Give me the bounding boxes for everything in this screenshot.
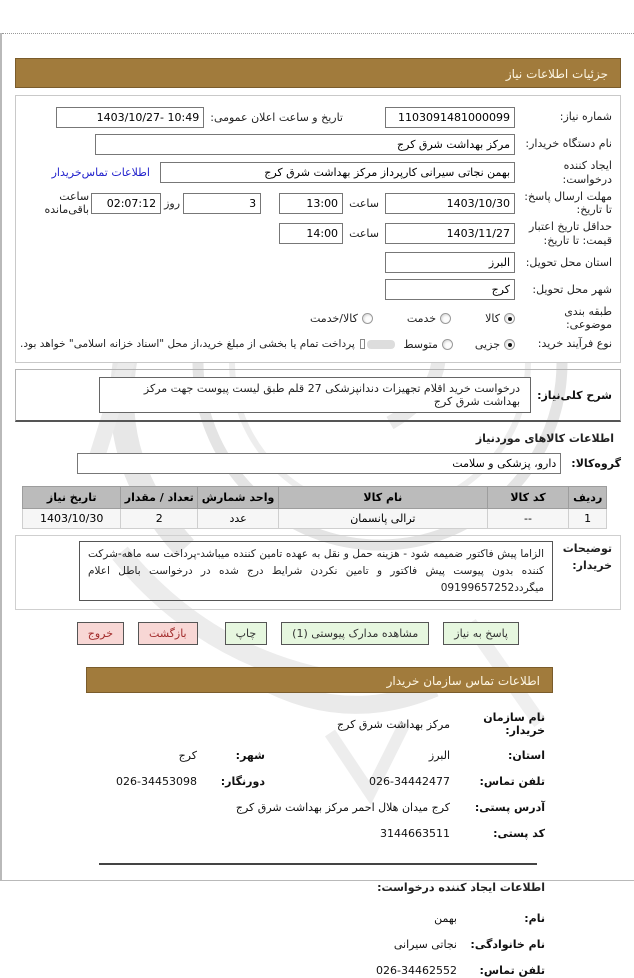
buyer-org-row	[20, 132, 612, 156]
deadline-time-input[interactable]	[279, 193, 343, 214]
cell-unit: عدد	[198, 509, 279, 529]
radio-medium-label: متوسط	[403, 337, 438, 351]
cell-quantity: 2	[121, 509, 198, 529]
exit-button[interactable]: خروج	[77, 622, 124, 645]
response-deadline-row	[20, 190, 612, 218]
goods-table-header-row	[23, 487, 607, 509]
buyer-notes-section	[15, 535, 621, 610]
org-address-row	[2, 799, 545, 815]
creator-info-block	[2, 910, 545, 978]
days-label: روز	[164, 196, 181, 210]
org-address-label: آدرس پستی:	[474, 800, 545, 814]
org-province-city-row	[2, 747, 545, 763]
delivery-province-label: استان محل تحویل:	[525, 255, 612, 269]
price-validity-row	[20, 220, 612, 248]
price-validity-label: حداقل تاریخ اعتبار قیمت: تا تاریخ:	[528, 220, 612, 247]
org-postal-value: 3144663511	[380, 826, 450, 840]
need-number-row	[20, 105, 612, 129]
validity-time-input[interactable]	[279, 223, 343, 244]
request-creator-input[interactable]	[160, 162, 515, 183]
need-details-box	[15, 95, 621, 363]
creator-phone-row	[2, 962, 545, 978]
remaining-hours-label: ساعت باقی‌مانده	[44, 190, 90, 217]
org-province-value: البرز	[428, 748, 450, 762]
cell-row-number: 1	[569, 509, 607, 529]
creator-first-name-label: نام:	[524, 911, 545, 925]
buyer-notes-label: توضیحات خریدار:	[562, 542, 612, 572]
announce-datetime-label: تاریخ و ساعت اعلان عمومی:	[210, 110, 343, 124]
org-fax-label: دورنگار:	[220, 774, 265, 788]
classification-label: طبقه بندی موضوعی:	[564, 304, 612, 332]
treasury-checkbox[interactable]	[360, 339, 365, 349]
need-description-label: شرح کلی‌نیاز:	[537, 388, 612, 402]
process-type-label: نوع فرآیند خرید:	[537, 337, 612, 351]
radio-goods[interactable]	[504, 313, 515, 324]
creator-first-name-value: بهمن	[434, 911, 457, 925]
need-description-box[interactable]: درخواست خرید اقلام تجهیزات دندانپزشکی 27 قلم طبق لیست پیوست جهت مرکز بهداشت شرق کرج	[99, 377, 531, 413]
need-description-section	[15, 369, 621, 422]
creator-first-name-row	[2, 910, 545, 926]
creator-last-name-value: نجاتی سیرانی	[393, 937, 457, 951]
goods-group-row	[15, 453, 621, 474]
back-button[interactable]: بازگشت	[138, 622, 198, 645]
col-unit[interactable]: واحد شمارش	[198, 487, 279, 509]
buyer-notes-box[interactable]: الزاما پیش فاکتور ضمیمه شود - هزینه حمل و نقل به عهده تامین کننده میباشد-پرداخت سه ماهه-شرکت کننده بدون پیوست پیش فاکتور و تامین نکردن شرایط درج شده در درخواست باطل اعلام میگردد09199657252	[79, 541, 553, 601]
col-goods-name[interactable]: نام کالا	[278, 487, 487, 509]
radio-service-label: خدمت	[406, 311, 437, 325]
treasury-strip	[367, 340, 396, 349]
buyer-org-label: نام دستگاه خریدار:	[525, 137, 612, 151]
creator-info-title: اطلاعات ایجاد کننده درخواست:	[377, 881, 545, 895]
action-buttons-row	[2, 622, 519, 645]
cell-goods-name: ترالی پانسمان	[278, 509, 487, 529]
goods-group-label: گروه‌کالا:	[571, 457, 621, 470]
org-contact-section-header: اطلاعات تماس سازمان خریدار	[86, 667, 553, 693]
delivery-province-row	[20, 251, 612, 275]
cell-goods-code: --	[487, 509, 569, 529]
validity-date-input[interactable]	[385, 223, 515, 244]
delivery-city-label: شهر محل تحویل:	[532, 282, 612, 296]
radio-minor-label: جزیی	[474, 337, 500, 351]
buyer-org-input[interactable]	[95, 134, 515, 155]
col-quantity[interactable]: تعداد / مقدار	[121, 487, 198, 509]
org-postal-label: کد پستی:	[493, 826, 545, 840]
goods-table-row[interactable]	[23, 509, 607, 529]
need-number-input[interactable]	[385, 107, 515, 128]
delivery-city-row	[20, 278, 612, 302]
top-divider	[2, 33, 634, 34]
radio-minor[interactable]	[504, 339, 515, 350]
goods-table	[22, 486, 607, 529]
org-postal-row	[2, 825, 545, 841]
creator-last-name-row	[2, 936, 545, 952]
section-divider	[99, 863, 537, 865]
org-contact-block	[2, 711, 545, 841]
org-name-value: مرکز بهداشت شرق کرج	[337, 717, 450, 731]
org-city-value: کرج	[178, 748, 197, 762]
announce-datetime-input[interactable]	[56, 107, 204, 128]
print-button[interactable]: چاپ	[225, 622, 268, 645]
org-name-label: نام سازمان خریدار:	[483, 711, 545, 738]
org-city-label: شهر:	[235, 748, 265, 762]
creator-phone-value: 026-34462552	[376, 963, 457, 977]
remaining-days-input[interactable]	[183, 193, 261, 214]
col-row-number[interactable]: ردیف	[569, 487, 607, 509]
radio-goods-label: کالا	[485, 311, 500, 325]
org-phone-fax-row	[2, 773, 545, 789]
col-goods-code[interactable]: کد کالا	[487, 487, 569, 509]
deadline-date-input[interactable]	[385, 193, 515, 214]
procurement-request-page	[0, 33, 634, 977]
radio-goods-service-label: کالا/خدمت	[310, 311, 358, 325]
org-phone-value: 026-34442477	[369, 774, 450, 788]
remaining-time-input[interactable]	[91, 193, 161, 214]
request-creator-label: ایجاد کننده درخواست:	[562, 159, 612, 186]
delivery-city-input[interactable]	[385, 279, 515, 300]
radio-service[interactable]	[440, 313, 451, 324]
col-need-date[interactable]: تاریخ نیاز	[23, 487, 121, 509]
validity-hour-label: ساعت	[349, 227, 379, 241]
details-section-header: جزئیات اطلاعات نیاز	[15, 58, 621, 88]
respond-button[interactable]: پاسخ به نیاز	[443, 622, 519, 645]
process-type-row	[20, 335, 612, 353]
radio-medium[interactable]	[442, 339, 453, 350]
view-attachments-button[interactable]: مشاهده مدارک پیوستی (1)	[281, 622, 429, 645]
radio-goods-service[interactable]	[362, 313, 373, 324]
response-deadline-label: مهلت ارسال پاسخ: تا تاریخ:	[524, 189, 612, 217]
need-number-label: شماره نیاز:	[559, 110, 612, 124]
creator-last-name-label: نام خانوادگی:	[470, 937, 545, 951]
org-fax-value: 026-34453098	[116, 774, 197, 788]
classification-row	[20, 305, 612, 333]
goods-group-input[interactable]	[77, 453, 561, 474]
org-address-value: کرج میدان هلال احمر مرکز بهداشت شرق کرج	[235, 800, 450, 814]
request-creator-row	[20, 159, 612, 187]
org-name-row	[2, 711, 545, 737]
cell-need-date: 1403/10/30	[23, 509, 121, 529]
deadline-hour-label: ساعت	[349, 196, 379, 210]
org-phone-label: تلفن تماس:	[479, 774, 545, 788]
treasury-note: پرداخت تمام یا بخشی از مبلغ خرید،از محل "اسناد خزانه اسلامی" خواهد بود.	[20, 338, 355, 350]
org-province-label: استان:	[508, 748, 545, 762]
creator-phone-label: تلفن تماس:	[479, 963, 545, 977]
goods-section-title: اطلاعات کالاهای موردنیاز	[475, 432, 614, 445]
delivery-province-input[interactable]	[385, 252, 515, 273]
buyer-contact-link[interactable]: اطلاعات تماس‌خریدار	[51, 166, 150, 180]
